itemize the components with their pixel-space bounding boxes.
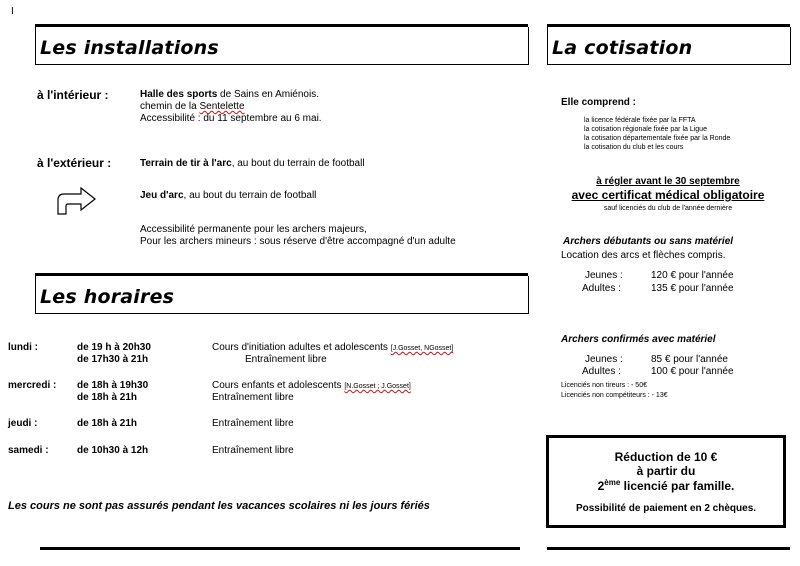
exterior-field: Terrain de tir à l'arc (140, 158, 232, 169)
cotisation-title: La cotisation (552, 37, 693, 59)
interior-venue-line (140, 89, 319, 101)
exterior-jeu-line (140, 190, 316, 202)
interior-street-prefix: chemin de la (140, 101, 200, 112)
exterior-field-line (140, 158, 365, 170)
confirmes-adultes-price: 100 € pour l'année (651, 366, 734, 377)
cotisation-certificat: avec certificat médical obligatoire (571, 188, 765, 202)
debutants-jeunes-who: Jeunes : (585, 270, 623, 281)
reduction-box (546, 435, 786, 528)
horaires-title-box (35, 276, 529, 314)
left-bottom-rule (40, 547, 520, 550)
reduction-rank: 2 (597, 479, 605, 493)
cotisation-sauf: sauf licenciés du club de l'année dernière (603, 205, 733, 212)
confirmes-adultes-who: Adultes : (582, 366, 621, 377)
turn-right-arrow-icon (55, 185, 99, 215)
right-bottom-rule (547, 547, 790, 550)
confirmes-title: Archers confirmés avec matériel (561, 334, 716, 345)
schedule-desc-lundi-2: Entraînement libre (245, 354, 327, 365)
schedule-day-lundi: lundi : (8, 342, 38, 353)
schedule-desc-mercredi-2: Entraînement libre (212, 392, 294, 403)
reduction-rank-suffix: ème (604, 478, 621, 487)
debutants-jeunes-price: 120 € pour l'année (651, 270, 734, 281)
horaires-title: Les horaires (40, 286, 175, 308)
interior-label: à l'intérieur : (37, 88, 109, 102)
installations-title-box (35, 27, 529, 65)
reduction-line-2: à partir du (636, 464, 696, 478)
interior-venue-rest: de Sains en Amiénois. (217, 89, 319, 100)
reduction-payment: Possibilité de paiement en 2 chèques. (575, 503, 757, 514)
reduction-line-3 (549, 478, 783, 493)
cotisation-item-1: la licence fédérale fixée par la FFTA (584, 117, 696, 124)
schedule-day-samedi: samedi : (8, 445, 49, 456)
interior-venue: Halle des sports (140, 89, 218, 100)
schedule-day-mercredi: mercredi : (8, 380, 57, 391)
cotisation-item-2: la cotisation régionale fixée par la Ligue (584, 126, 707, 133)
cotisation-item-3: la cotisation départementale fixée par la Ronde (584, 135, 731, 142)
horaires-note: Les cours ne sont pas assurés pendant les vacances scolaires ni les jours fériés (8, 500, 430, 512)
interior-access: Accessibilité : du 11 septembre au 6 mai. (140, 113, 322, 124)
schedule-time-mercredi-2: de 18h à 21h (77, 392, 138, 403)
exterior-access-2: Pour les archers mineurs : sous réserve d'être accompagné d'un adulte (140, 236, 456, 247)
schedule-desc-mercredi-text: Cours enfants et adolescents (212, 380, 345, 391)
schedule-time-jeudi: de 18h à 21h (77, 418, 138, 429)
schedule-time-samedi: de 10h30 à 12h (77, 445, 149, 456)
non-competiteurs-discount: Licenciés non compétiteurs : - 13€ (561, 392, 668, 399)
interior-street-line (140, 101, 245, 113)
exterior-jeu-rest: , au bout du terrain de football (183, 190, 317, 201)
installations-title: Les installations (40, 37, 219, 59)
schedule-day-jeudi: jeudi : (8, 418, 38, 429)
schedule-desc-jeudi: Entraînement libre (212, 418, 294, 429)
confirmes-jeunes-price: 85 € pour l'année (651, 354, 728, 365)
reduction-line-1: Réduction de 10 € (614, 450, 718, 464)
schedule-desc-samedi: Entraînement libre (212, 445, 294, 456)
cotisation-comprend: Elle comprend : (561, 97, 637, 108)
cotisation-title-box (547, 27, 791, 65)
non-tireurs-discount: Licenciés non tireurs : - 50€ (561, 382, 647, 389)
schedule-ref-mercredi: [N.Gosset ; J.Gosset] (344, 383, 411, 390)
debutants-adultes-who: Adultes : (582, 283, 621, 294)
schedule-time-lundi-1: de 19 h à 20h30 (77, 342, 151, 353)
cotisation-item-4: la cotisation du club et les cours (584, 144, 684, 151)
confirmes-jeunes-who: Jeunes : (585, 354, 623, 365)
cotisation-pay-before: à régler avant le 30 septembre (596, 176, 740, 187)
debutants-adultes-price: 135 € pour l'année (651, 283, 734, 294)
interior-street-name: Sentelette (199, 101, 245, 112)
text-cursor-mark: I (11, 6, 14, 17)
exterior-field-rest: , au bout du terrain de football (231, 158, 365, 169)
exterior-jeu: Jeu d'arc (140, 190, 184, 201)
debutants-location: Location des arcs et flèches compris. (561, 250, 726, 261)
debutants-title: Archers débutants ou sans matériel (563, 236, 734, 247)
schedule-desc-lundi-text: Cours d'initiation adultes et adolescents (212, 342, 391, 353)
schedule-time-lundi-2: de 17h30 à 21h (77, 354, 149, 365)
exterior-label: à l'extérieur : (37, 156, 112, 170)
schedule-time-mercredi-1: de 18h à 19h30 (77, 380, 149, 391)
schedule-ref-lundi: [J.Gosset, NGosset] (390, 345, 454, 352)
reduction-line-3-rest: licencié par famille. (620, 479, 735, 493)
exterior-access-1: Accessibilité permanente pour les archers majeurs, (140, 224, 367, 235)
